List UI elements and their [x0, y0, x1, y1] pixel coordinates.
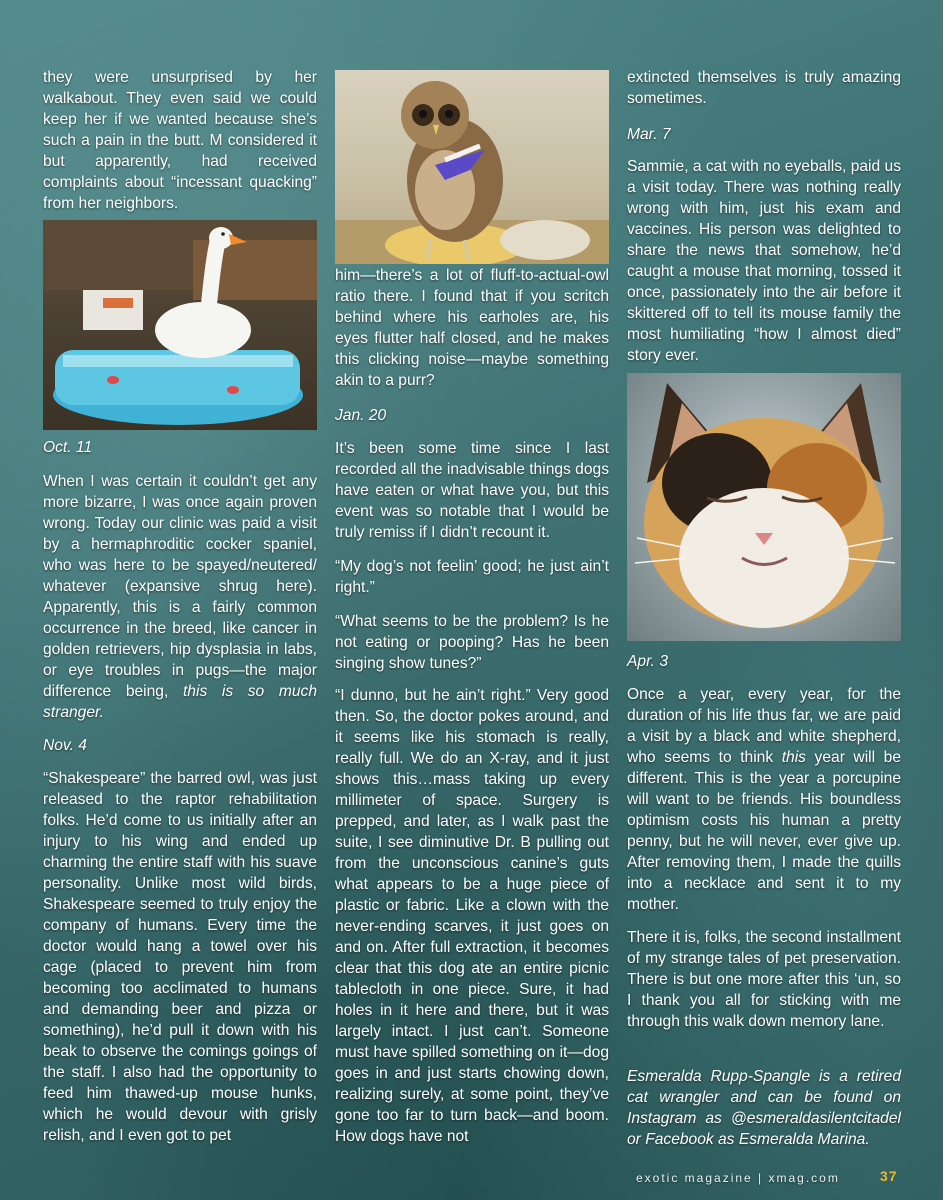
- col1-para-2-text: When I was certain it couldn’t get any more bizarre, I was once again proven wrong. Today our clinic was paid a visit by a hermaphroditic cocker spaniel, who was here to be spayed/neutered/ whatever (expansive shrug here). Apparently, this is a fairly common occurrence in the breed, like cancer in golden retrievers, hip dysplasia in labs, or eye troubles in pugs—the major difference being,: [43, 473, 317, 700]
- page-number: 37: [880, 1168, 898, 1184]
- col1-para-2-emphasis: this is so much stranger.: [43, 683, 317, 721]
- section-date-oct11: Oct. 11: [43, 439, 93, 456]
- section-date-apr3: Apr. 3: [627, 653, 669, 670]
- section-date-mar7: Mar. 7: [627, 126, 671, 143]
- owl-photo: [335, 70, 609, 264]
- cat-illustration: [627, 373, 901, 641]
- author-bio: Esmeralda Rupp-Spangle is a retired cat wrangler and can be found on Instagram as @esmeraldasilentcitadel or Facebook as Esmeralda Marina.: [627, 1068, 901, 1148]
- col2-para-3: “My dog’s not feelin’ good; he just ain’t right.”: [335, 558, 609, 596]
- col3-para-1: extincted themselves is truly amazing sometimes.: [627, 69, 901, 107]
- col2-para-5: “I dunno, but he ain’t right.” Very good then. So, the doctor pokes around, and it seems like his stomach is really, really full. We do an X-ray, and it just shows this…mass taking up every millimeter of space. Surgery is prepped, and later, as I walk past the suite, I see diminutive Dr. B pulling out from the unconscious canine’s guts what appears to be a huge piece of plastic or fabric. Like a clown with the never-ending scarves, it just goes on and on. After full extraction, it becomes clear that this dog ate an entire picnic tablecloth in one piece. Sure, it had holes in it here and there, but it was largely intact. I just can’t. Someone must have spilled something on it—dog goes in and just starts chowing down, realizing surely, at some point, they’ve gone too far to turn back—and boom. How dogs have not: [335, 687, 609, 1145]
- col3-para-2: Sammie, a cat with no eyeballs, paid us a visit today. There was nothing really wrong with him, just his exam and vaccines. His person was delighted to share the news that somehow, he’d caught a mouse that morning, tossed it once, passionately into the air before it skittered off to tell its mouse family the most humiliating “how I almost died” story ever.: [627, 158, 901, 364]
- col1-para-3: “Shakespeare” the barred owl, was just released to the raptor rehabilitation folks. He’d come to us initially after an injury to his wing and ended up charming the entire staff with his suave personality. Unlike most wild birds, Shakespeare seemed to truly enjoy the company of humans. Every time the doctor would hang a towel over his cage (placed to prevent him from becoming too acclimated to humans and demanding beer and pizza or something), he’d pull it down with his beak to observe the comings goings of the staff. I also had the opportunity to feed him thawed-up mouse hunks, which he would devour with grisly relish, and I even got to pet: [43, 770, 317, 1144]
- cat-photo: [627, 373, 901, 641]
- col3-para-3: [627, 684, 901, 915]
- col3-para-4: There it is, folks, the second installment of my strange tales of pet preservation. There is but one more after this ‘un, so I thank you all for sticking with me through this walk down memory lane.: [627, 929, 901, 1030]
- goose-illustration: [43, 220, 317, 430]
- col1-para-1: they were unsurprised by her walkabout. They even said we could keep her if we wanted because she’s such a pain in the butt. M considered it but apparently, had received complaints about “incessant quacking” from her neighbors.: [43, 69, 317, 212]
- col2-para-2: It’s been some time since I last recorded all the inadvisable things dogs have eaten or what have you, but this event was so notable that I would be truly remiss if I didn’t recount it.: [335, 440, 609, 541]
- col2-para-4: “What seems to be the problem? Is he not eating or pooping? Has he been singing show tunes?”: [335, 613, 609, 672]
- col3-para-3-text-a: Once a year, every year, for the duration of his life thus far, we are paid a visit by a black and white shepherd, who seems to think: [627, 686, 901, 766]
- section-date-nov4: Nov. 4: [43, 737, 87, 754]
- section-date-jan20: Jan. 20: [335, 407, 387, 424]
- col3-para-3-text-b: year will be different. This is the year a porcupine will want to be friends. His boundless optimism costs his human a pretty penny, but he will never, ever give up. After removing them, I made the quills into a necklace and sent it to my mother.: [627, 749, 901, 913]
- owl-illustration: [335, 70, 609, 264]
- col2-para-1: him—there’s a lot of fluff-to-actual-owl ratio there. I found that if you scritch behind where his earholes are, his eyes flutter half closed, and he makes this clicking noise—maybe something akin to a purr?: [335, 267, 609, 389]
- goose-photo: [43, 220, 317, 430]
- footer-magazine-url: exotic magazine | xmag.com: [636, 1171, 840, 1185]
- col3-para-3-emphasis: this: [781, 749, 806, 766]
- col1-para-2: [43, 471, 317, 723]
